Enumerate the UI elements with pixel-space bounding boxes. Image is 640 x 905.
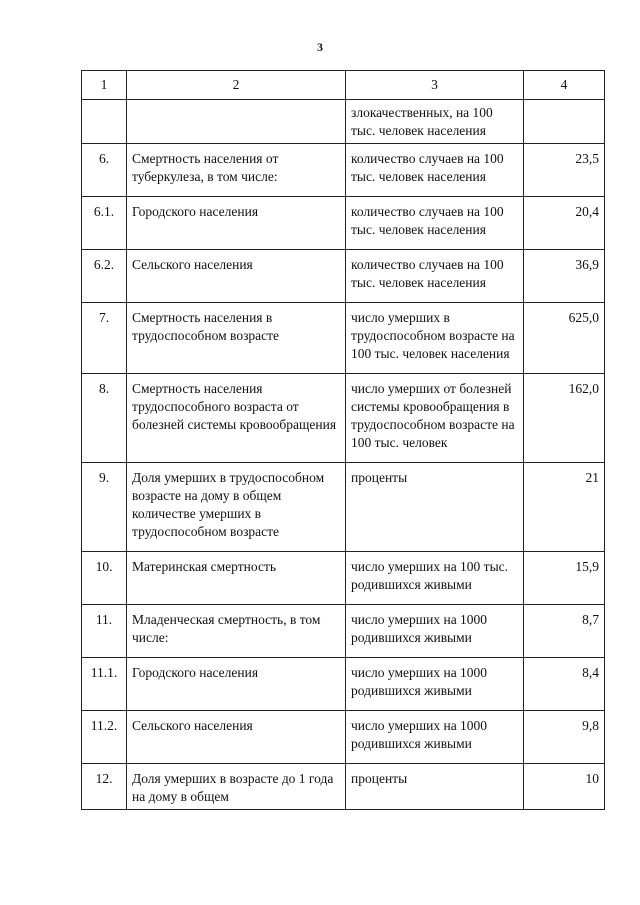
column-header-4: 4 <box>524 71 605 100</box>
page-number: 3 <box>317 40 323 54</box>
unit-of-measure: проценты <box>346 764 524 810</box>
row-number: 12. <box>82 764 127 810</box>
column-header-2: 2 <box>127 71 346 100</box>
row-number: 11. <box>82 605 127 658</box>
indicator-name: Смертность населения трудоспособного возраста от болезней системы кровообращения <box>127 374 346 463</box>
indicator-value: 20,4 <box>524 197 605 250</box>
indicator-value: 8,7 <box>524 605 605 658</box>
table-header <box>82 71 605 100</box>
table-row <box>82 303 605 374</box>
table-row <box>82 764 605 810</box>
unit-of-measure: проценты <box>346 463 524 552</box>
unit-of-measure: число умерших на 1000 родившихся живыми <box>346 711 524 764</box>
indicator-name: Доля умерших в трудоспособном возрасте на дому в общем количестве умерших в трудоспособном возрасте <box>127 463 346 552</box>
indicator-value <box>524 100 605 144</box>
indicator-name: Сельского населения <box>127 711 346 764</box>
indicators-table <box>81 70 605 810</box>
column-header-3: 3 <box>346 71 524 100</box>
indicator-name: Городского населения <box>127 658 346 711</box>
row-number: 11.1. <box>82 658 127 711</box>
table-body <box>82 100 605 810</box>
row-number: 10. <box>82 552 127 605</box>
table-row <box>82 711 605 764</box>
table-row <box>82 605 605 658</box>
indicator-name: Смертность населения в трудоспособном возрасте <box>127 303 346 374</box>
column-header-1: 1 <box>82 71 127 100</box>
unit-of-measure: количество случаев на 100 тыс. человек населения <box>346 197 524 250</box>
indicator-name: Материнская смертность <box>127 552 346 605</box>
indicator-value: 15,9 <box>524 552 605 605</box>
indicator-value: 23,5 <box>524 144 605 197</box>
indicator-value: 9,8 <box>524 711 605 764</box>
table-row <box>82 197 605 250</box>
row-number: 9. <box>82 463 127 552</box>
row-number: 6.2. <box>82 250 127 303</box>
indicator-value: 36,9 <box>524 250 605 303</box>
unit-of-measure: количество случаев на 100 тыс. человек населения <box>346 250 524 303</box>
indicator-value: 162,0 <box>524 374 605 463</box>
indicator-name: Смертность населения от туберкулеза, в том числе: <box>127 144 346 197</box>
table-row <box>82 144 605 197</box>
table-row <box>82 374 605 463</box>
unit-of-measure: число умерших от болезней системы кровообращения в трудоспособном возрасте на 100 тыс. человек <box>346 374 524 463</box>
unit-of-measure: число умерших на 100 тыс. родившихся живыми <box>346 552 524 605</box>
table-header-row <box>82 71 605 100</box>
table-row <box>82 100 605 144</box>
unit-of-measure: число умерших на 1000 родившихся живыми <box>346 605 524 658</box>
row-number: 8. <box>82 374 127 463</box>
row-number: 11.2. <box>82 711 127 764</box>
indicator-value: 8,4 <box>524 658 605 711</box>
indicator-value: 21 <box>524 463 605 552</box>
row-number <box>82 100 127 144</box>
indicator-name: Младенческая смертность, в том числе: <box>127 605 346 658</box>
table-row <box>82 463 605 552</box>
indicator-name: Городского населения <box>127 197 346 250</box>
unit-of-measure: число умерших в трудоспособном возрасте на 100 тыс. человек населения <box>346 303 524 374</box>
row-number: 6. <box>82 144 127 197</box>
table-row <box>82 250 605 303</box>
table-row <box>82 658 605 711</box>
row-number: 7. <box>82 303 127 374</box>
indicator-name: Доля умерших в возрасте до 1 года на дому в общем <box>127 764 346 810</box>
indicator-value: 625,0 <box>524 303 605 374</box>
indicator-name: Сельского населения <box>127 250 346 303</box>
indicator-value: 10 <box>524 764 605 810</box>
unit-of-measure: злокачественных, на 100 тыс. человек населения <box>346 100 524 144</box>
unit-of-measure: число умерших на 1000 родившихся живыми <box>346 658 524 711</box>
indicator-name <box>127 100 346 144</box>
unit-of-measure: количество случаев на 100 тыс. человек населения <box>346 144 524 197</box>
row-number: 6.1. <box>82 197 127 250</box>
table-row <box>82 552 605 605</box>
